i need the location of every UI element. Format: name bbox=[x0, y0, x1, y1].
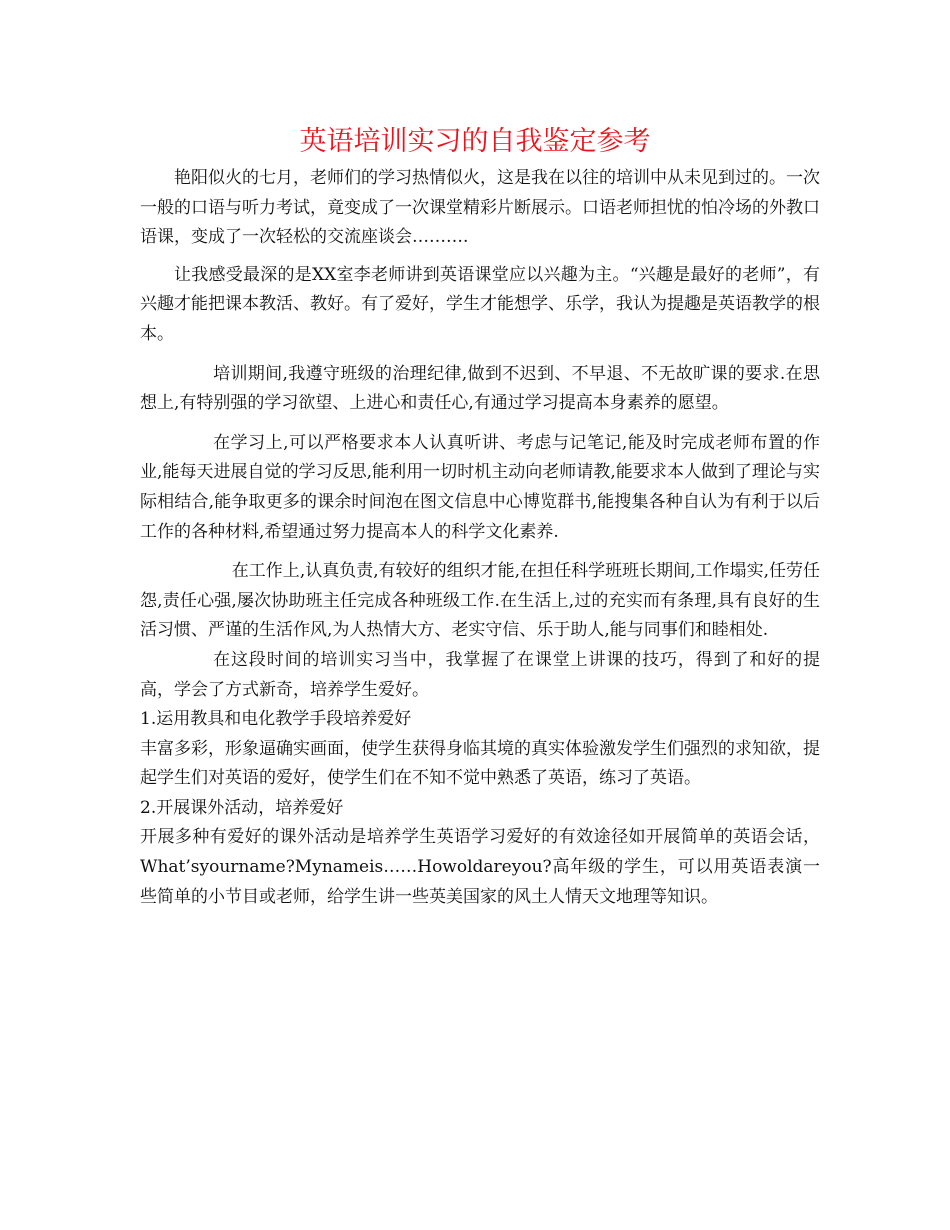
document-title: 英语培训实习的自我鉴定参考 bbox=[299, 126, 651, 157]
paragraph-2: 让我感受最深的是XX室李老师讲到英语课堂应以兴趣为主。“兴趣是最好的老师”，有兴趣才能把课本教活、教好。有了爱好，学生才能想学、乐学，我认为提趣是英语教学的根本。 bbox=[140, 264, 820, 344]
paragraph-6: 在这段时间的培训实习当中，我掌握了在课堂上讲课的技巧，得到了和好的提高，学会了方式新奇，培养学生爱好。 bbox=[140, 649, 820, 700]
section-heading-1: 1.运用教具和电化教学手段培养爱好 bbox=[140, 709, 412, 730]
paragraph-3: 培训期间,我遵守班级的治理纪律,做到不迟到、不早退、不无故旷课的要求.在思想上,有特别强的学习欲望、上进心和责任心,有通过学习提高本身素养的愿望。 bbox=[140, 363, 820, 414]
paragraph-8: 开展多种有爱好的课外活动是培养学生英语学习爱好的有效途径如开展简单的英语会话，What’syourname?Mynameis……Howoldareyou?高年级的学生，可以用英语表演一些简单的小节目或老师，给学生讲一些英美国家的风土人情天文地理等知识。 bbox=[140, 827, 820, 907]
paragraph-4: 在学习上,可以严格要求本人认真听讲、考虑与记笔记,能及时完成老师布置的作业,能每天进展自觉的学习反思,能利用一切时机主动向老师请教,能要求本人做到了理论与实际相结合,能争取更多的课余时间泡在图文信息中心博览群书,能搜集各种自认为有利于以后工作的各种材料,希望通过努力提高本人的科学文化素养. bbox=[140, 432, 820, 542]
section-heading-2: 2.开展课外活动，培养爱好 bbox=[140, 797, 344, 818]
paragraph-7: 丰富多彩，形象逼确实画面，使学生获得身临其境的真实体验激发学生们强烈的求知欲，提起学生们对英语的爱好，使学生们在不知不觉中熟悉了英语，练习了英语。 bbox=[140, 738, 820, 789]
paragraph-5: 在工作上,认真负责,有较好的组织才能,在担任科学班班长期间,工作塌实,任劳任怨,责任心强,屡次协助班主任完成各种班级工作.在生活上,过的充实而有条理,具有良好的生活习惯、严谨的生活作风,为人热情大方、老实守信、乐于助人,能与同事们和睦相处. bbox=[140, 561, 820, 641]
paragraph-1: 艳阳似火的七月，老师们的学习热情似火，这是我在以往的培训中从未见到过的。一次一般的口语与听力考试，竟变成了一次课堂精彩片断展示。口语老师担忧的怕冷场的外教口语课，变成了一次轻松的交流座谈会………. bbox=[140, 168, 820, 248]
document-body bbox=[140, 164, 820, 912]
